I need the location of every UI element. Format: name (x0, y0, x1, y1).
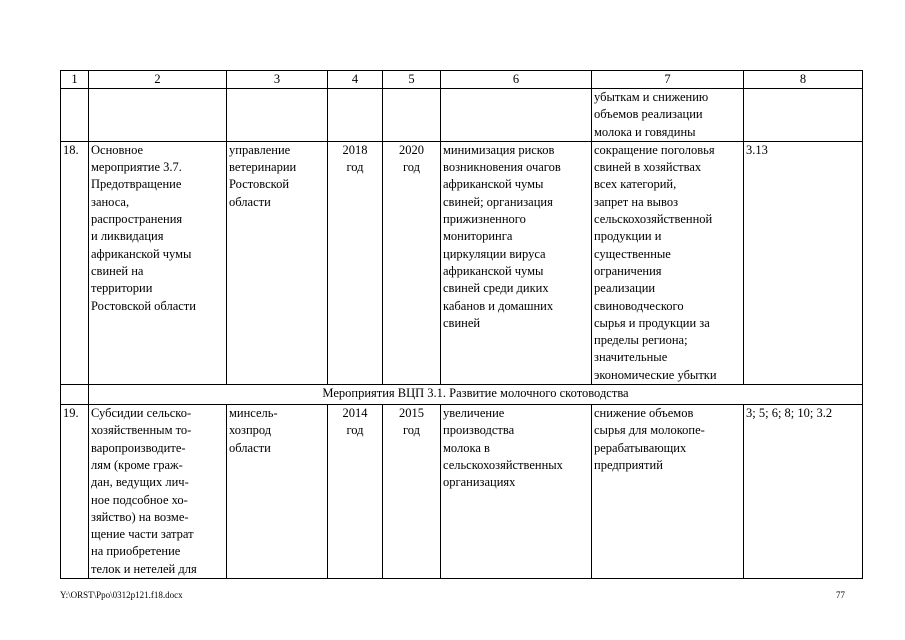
executor: минсель- хозпрод области (227, 405, 328, 579)
col-header-4: 4 (328, 71, 383, 89)
expected-result: минимизация рисков возникновения очагов африканской чумы свиней; организация прижизненного мониторинга циркуляции вируса африканской чумы свиней среди диких кабанов и домашних свиней (441, 141, 592, 384)
continuation-consequences: убыткам и снижению объемов реализации молока и говядины (592, 89, 744, 142)
col-header-2: 2 (89, 71, 227, 89)
col-header-8: 8 (744, 71, 863, 89)
end-year: 2020 год (383, 141, 441, 384)
expected-result: увеличение производства молока в сельскохозяйственных организациях (441, 405, 592, 579)
col-header-5: 5 (383, 71, 441, 89)
measures-table (60, 70, 863, 579)
start-year: 2018 год (328, 141, 383, 384)
section-title: Мероприятия ВЦП 3.1. Развитие молочного скотоводства (89, 385, 863, 405)
indicator-link: 3; 5; 6; 8; 10; 3.2 (744, 405, 863, 579)
indicator-link: 3.13 (744, 141, 863, 384)
row-number: 19. (61, 405, 89, 579)
continuation-row (61, 89, 863, 142)
start-year: 2014 год (328, 405, 383, 579)
row-number: 18. (61, 141, 89, 384)
page-number: 77 (836, 590, 845, 600)
column-number-row (61, 71, 863, 89)
table-row-18 (61, 141, 863, 384)
section-row (61, 385, 863, 405)
col-header-1: 1 (61, 71, 89, 89)
end-year: 2015 год (383, 405, 441, 579)
consequences: снижение объемов сырья для молокопе- рерабатывающих предприятий (592, 405, 744, 579)
col-header-3: 3 (227, 71, 328, 89)
col-header-7: 7 (592, 71, 744, 89)
col-header-6: 6 (441, 71, 592, 89)
consequences: сокращение поголовья свиней в хозяйствах всех категорий, запрет на вывоз сельскохозяйственной продукции и существенные ограничения реализации свиноводческого сырья и продукции за пределы региона; значительные экономические убытки (592, 141, 744, 384)
executor: управление ветеринарии Ростовской области (227, 141, 328, 384)
table-row-19 (61, 405, 863, 579)
measure-name: Основное мероприятие 3.7. Предотвращение заноса, распространения и ликвидация африканской чумы свиней на территории Ростовской области (89, 141, 227, 384)
measure-name: Субсидии сельско- хозяйственным то- варопроизводите- лям (кроме граж- дан, ведущих лич- ное подсобное хо- зяйство) на возме- щение части затрат на приобретение телок и нетелей для (89, 405, 227, 579)
footer-file-path: Y:\ORST\Ppo\0312p121.f18.docx (60, 590, 183, 600)
